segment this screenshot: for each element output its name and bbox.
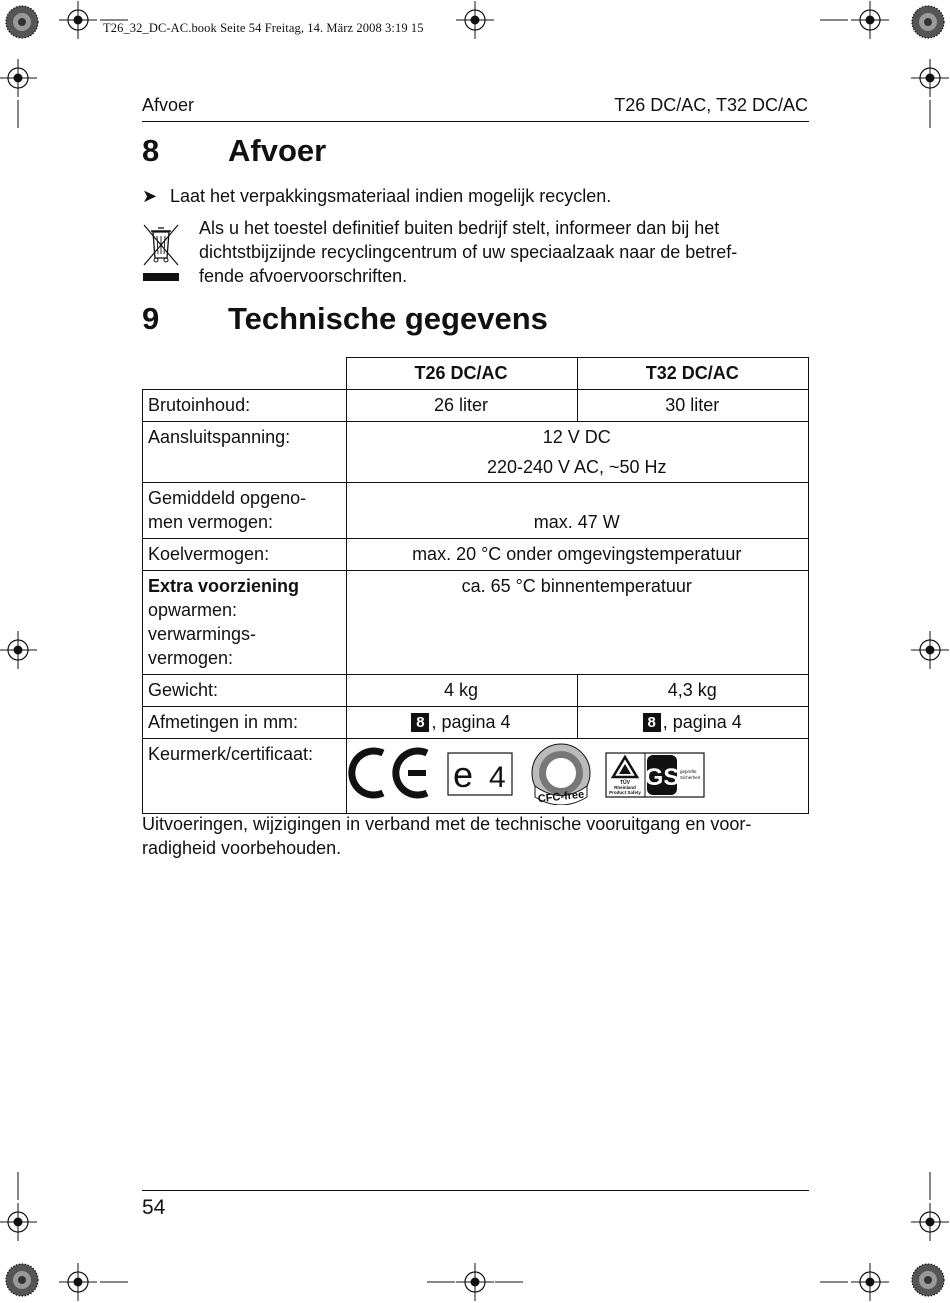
afmetingen-t26	[346, 707, 577, 739]
vermogen-label-line: men vermogen:	[148, 512, 274, 532]
running-header-model: T26 DC/AC, T32 DC/AC	[614, 95, 808, 115]
certification-logo-strip	[347, 739, 707, 805]
vermogen-label-line: Gemiddeld opgeno-	[148, 488, 307, 508]
table-row	[143, 483, 809, 539]
row-label-vermogen	[143, 483, 347, 539]
disposal-paragraph	[199, 216, 809, 288]
empty-corner-cell	[143, 358, 347, 390]
tuv-gs-certification-icon	[606, 753, 704, 797]
disclaimer-line: Uitvoeringen, wijzigingen in verband met de technische vooruitgang en voor-	[142, 814, 752, 834]
cfc-free-label: CFC-free	[536, 788, 585, 805]
disposal-line: Als u het toestel definitief buiten bedrijf stelt, informeer dan bij het	[199, 218, 720, 238]
brutoinhoud-t26: 26 liter	[346, 390, 577, 422]
header-rule	[142, 121, 809, 122]
table-row	[143, 707, 809, 739]
row-label-koelvermogen: Koelvermogen:	[143, 539, 347, 571]
e-mark-icon	[448, 753, 512, 795]
disclaimer-paragraph	[142, 812, 809, 860]
table-row	[143, 675, 809, 707]
row-label-gewicht: Gewicht:	[143, 675, 347, 707]
gewicht-t32: 4,3 kg	[577, 675, 809, 707]
e-mark-letter: e	[452, 754, 473, 795]
page-number: 54	[142, 1196, 166, 1219]
extra-value: ca. 65 °C binnentemperatuur	[346, 571, 809, 675]
tuv-label: TÜV	[619, 780, 630, 786]
row-label-afmetingen: Afmetingen in mm:	[143, 707, 347, 739]
e-mark-number: 4	[488, 761, 506, 794]
extra-label-line: verwarmings-	[148, 624, 257, 644]
gs-side-label: geprüfte	[679, 769, 697, 774]
gs-label: GS	[644, 764, 679, 791]
table-row	[143, 539, 809, 571]
crossed-out-wheelie-bin-icon	[142, 222, 180, 284]
row-label-aansluitspanning: Aansluitspanning:	[143, 422, 347, 483]
print-slug-line: T26_32_DC-AC.book Seite 54 Freitag, 14. März 2008 3:19 15	[103, 21, 424, 35]
voltage-ac: 220-240 V AC, ~50 Hz	[486, 457, 667, 477]
footer-rule	[142, 1190, 809, 1191]
brutoinhoud-t32: 30 liter	[577, 390, 809, 422]
table-row	[143, 422, 809, 483]
certification-logos	[346, 739, 809, 814]
extra-label-line: opwarmen:	[148, 600, 238, 620]
tuv-label: Rheinland	[613, 785, 636, 790]
section-8-title: Afvoer	[228, 133, 327, 168]
column-header-t32: T32 DC/AC	[577, 358, 809, 390]
technical-data-table	[142, 357, 809, 814]
figure-reference-badge: 8	[643, 713, 661, 732]
tuv-label: Product Safety	[608, 790, 641, 795]
column-header-t26: T26 DC/AC	[346, 358, 577, 390]
arrow-bullet-icon: ➤	[142, 186, 158, 206]
afmetingen-t32	[577, 707, 809, 739]
koelvermogen-value: max. 20 °C onder omgevingstemperatuur	[346, 539, 809, 571]
table-row	[143, 739, 809, 814]
disposal-line: dichtstbijzijnde recyclingcentrum of uw speciaalzaak naar de betref-	[199, 242, 738, 262]
recycle-instruction	[142, 184, 611, 208]
section-9-title: Technische gegevens	[228, 301, 548, 336]
extra-label-line: vermogen:	[148, 648, 234, 668]
aansluitspanning-value	[346, 422, 809, 483]
table-header-row	[143, 358, 809, 390]
section-8-number: 8	[142, 133, 160, 168]
row-label-keurmerk: Keurmerk/certificaat:	[143, 739, 347, 814]
table-row	[143, 390, 809, 422]
cfc-free-icon	[532, 744, 590, 805]
disclaimer-line: radigheid voorbehouden.	[142, 838, 342, 858]
figure-reference-badge: 8	[411, 713, 429, 732]
row-label-brutoinhoud: Brutoinhoud:	[143, 390, 347, 422]
disposal-line: fende afvoervoorschriften.	[199, 266, 408, 286]
ce-mark-icon	[351, 751, 426, 795]
section-9-number: 9	[142, 301, 160, 336]
afmetingen-t32-text: , pagina 4	[662, 712, 742, 732]
row-label-extra-voorziening	[143, 571, 347, 675]
table-row	[143, 571, 809, 675]
gs-side-label: Sicherheit	[679, 775, 700, 780]
afmetingen-t26-text: , pagina 4	[431, 712, 511, 732]
voltage-dc: 12 V DC	[542, 427, 611, 447]
running-header-section: Afvoer	[142, 95, 195, 115]
gewicht-t26: 4 kg	[346, 675, 577, 707]
recycle-instruction-text: Laat het verpakkingsmateriaal indien mogelijk recyclen.	[170, 186, 612, 206]
extra-label-bold: Extra voorziening	[148, 576, 300, 596]
vermogen-value: max. 47 W	[346, 483, 809, 539]
